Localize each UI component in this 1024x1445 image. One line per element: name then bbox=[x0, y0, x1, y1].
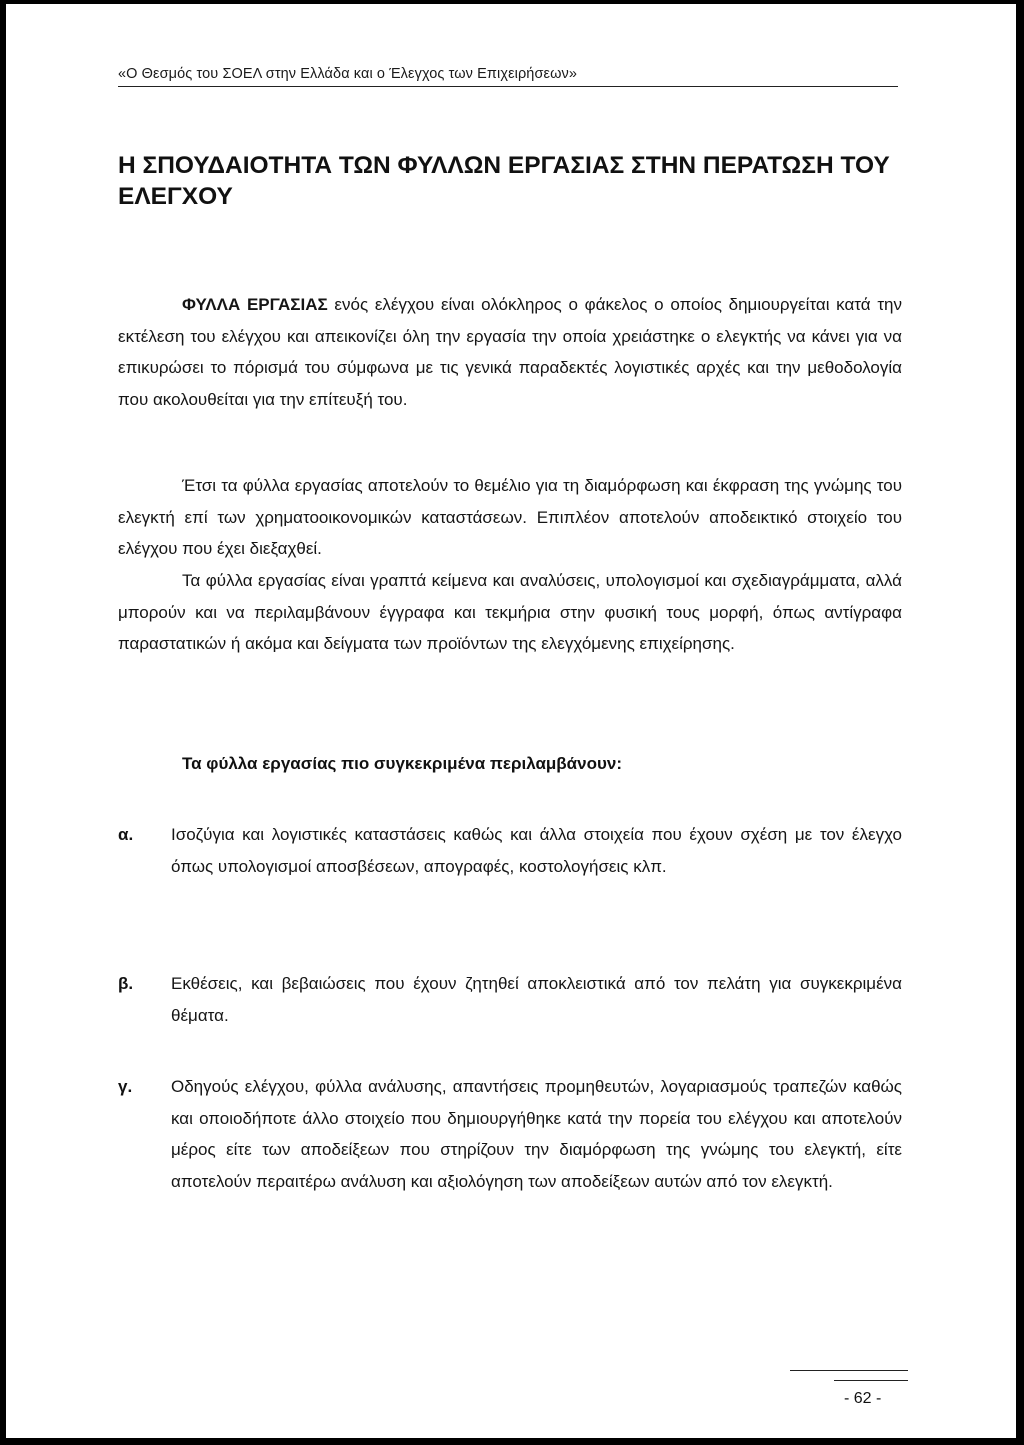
paragraph-2: Έτσι τα φύλλα εργασίας αποτελούν το θεμέλιο για τη διαμόρφωση και έκφραση της γνώμης του ελεγκτή επί των χρηματοοικονομικών καταστάσεων. Επιπλέον αποτελούν αποδεικτικό στοιχείο του ελέγχου που έχει διεξαχθεί. bbox=[118, 476, 902, 558]
running-header: «Ο Θεσμός του ΣΟΕΛ στην Ελλάδα και ο Έλεγχος των Επιχειρήσεων» bbox=[118, 66, 578, 82]
list-heading: Τα φύλλα εργασίας πιο συγκεκριμένα περιλαμβάνουν: bbox=[182, 754, 622, 773]
header-divider bbox=[118, 86, 898, 87]
paragraph-1-text: ενός ελέγχου είναι ολόκληρος ο φάκελος ο οποίος δημιουργείται κατά την εκτέλεση του ελέγχου και απεικονίζει όλη την εργασία την οποία χρειάστηκε ο ελεγκτής να κάνει για να επικυρώσει το πόρισμά του σύμφωνα με τις γενικά παραδεκτές λογιστικές αρχές και την μεθοδολογία που ακολουθείται για την επίτευξή του. bbox=[118, 295, 902, 409]
page-title: Η ΣΠΟΥΔΑΙΟΤΗΤΑ ΤΩΝ ΦΥΛΛΩΝ ΕΡΓΑΣΙΑΣ ΣΤΗΝ ΠΕΡΑΤΩΣΗ ΤΟΥ ΕΛΕΓΧΟΥ bbox=[118, 152, 890, 210]
footer-divider bbox=[790, 1370, 908, 1371]
list-item-text: Ισοζύγια και λογιστικές καταστάσεις καθώς και άλλα στοιχεία που έχουν σχέση με τον έλεγχο όπως υπολογισμοί αποσβέσεων, απογραφές, κοστολογήσεις κλπ. bbox=[171, 825, 902, 876]
document-page bbox=[6, 4, 1016, 1438]
paragraph-1-lead: ΦΥΛΛΑ ΕΡΓΑΣΙΑΣ bbox=[182, 295, 328, 314]
list-marker: α. bbox=[118, 825, 134, 844]
list-marker: γ. bbox=[118, 1077, 133, 1096]
list-marker: β. bbox=[118, 974, 134, 993]
paragraph-1 bbox=[118, 289, 902, 415]
list-item-text: Οδηγούς ελέγχου, φύλλα ανάλυσης, απαντήσεις προμηθευτών, λογαριασμούς τραπεζών καθώς και οποιοδήποτε άλλο στοιχείο που δημιουργήθηκε κατά την πορεία του ελέγχου και αποτελούν μέρος είτε των αποδείξεων που στηρίζουν την διαμόρφωση της γνώμης του ελεγκτή, είτε αποτελούν περαιτέρω ανάλυση και αξιολόγηση των αποδείξεων αυτών από τον ελεγκτή. bbox=[171, 1077, 902, 1191]
page-number: - 62 - bbox=[844, 1390, 882, 1407]
paragraph-3: Τα φύλλα εργασίας είναι γραπτά κείμενα και αναλύσεις, υπολογισμοί και σχεδιαγράμματα, αλλά μπορούν και να περιλαμβάνουν έγγραφα και τεκμήρια στην φυσική τους μορφή, όπως αντίγραφα παραστατικών ή ακόμα και δείγματα των προϊόντων της ελεγχόμενης επιχείρησης. bbox=[118, 571, 902, 653]
footer-divider-short bbox=[834, 1380, 908, 1381]
list-item-text: Εκθέσεις, και βεβαιώσεις που έχουν ζητηθεί αποκλειστικά από τον πελάτη για συγκεκριμένα θέματα. bbox=[171, 974, 902, 1025]
